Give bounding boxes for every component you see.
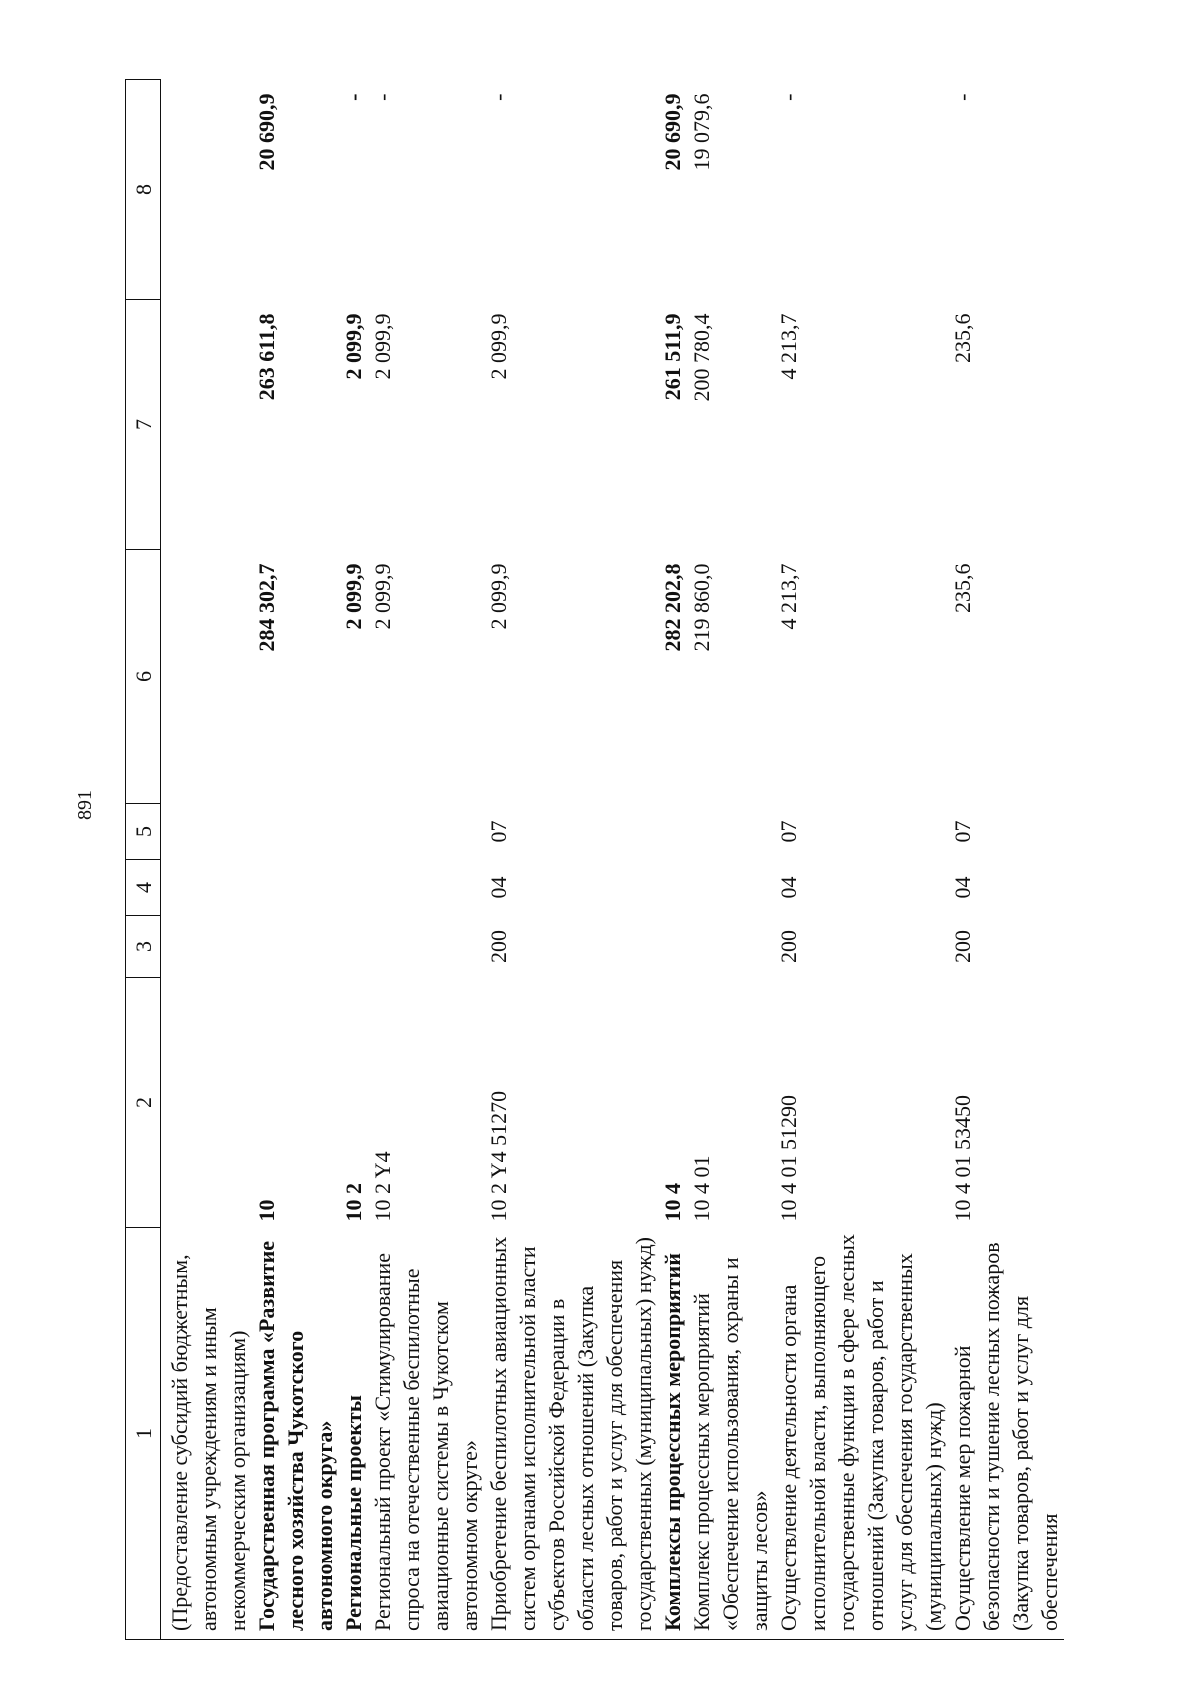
program-code: 10 2 Y4 51270 <box>486 1090 511 1222</box>
section-code: 04 <box>776 876 801 899</box>
amount-col8: - <box>370 93 395 101</box>
rotated-table-wrapper <box>125 80 1200 1640</box>
header-cell: 8 <box>126 80 161 300</box>
amount-col7: 200 780,4 <box>689 313 714 402</box>
table-row <box>948 80 1064 1640</box>
amount-col7: 2 099,9 <box>370 313 395 380</box>
amount-col7: 2 099,9 <box>486 313 511 380</box>
table-row <box>484 80 658 1640</box>
expense-type <box>368 916 484 978</box>
item-name: Приобретение беспилотных авиационных систем органами исполнительной власти субъектов Российской Федерации в области лесных отношений (Закупка товаров, работ и услуг для обеспечения государственных (муниципальных) нужд) <box>484 1228 658 1640</box>
expense-type: 200 <box>950 930 975 963</box>
table-row <box>339 80 368 1640</box>
subsection-code <box>368 804 484 860</box>
amount-col8 <box>161 80 253 300</box>
item-name: Комплекс процессных мероприятий «Обеспечение использования, охраны и защиты лесов» <box>687 1228 774 1640</box>
subsection-code <box>687 804 774 860</box>
amount-total: 284 302,7 <box>254 563 279 652</box>
amount-col8: - <box>486 93 511 101</box>
expense-type: 200 <box>486 930 511 963</box>
amount-col7: 261 511,9 <box>660 313 685 401</box>
amount-col7 <box>161 300 253 550</box>
subsection-code: 07 <box>776 820 801 843</box>
section-code <box>161 860 253 916</box>
expense-type <box>658 916 687 978</box>
amount-col8: 19 079,6 <box>689 93 714 171</box>
amount-total: 235,6 <box>950 563 975 613</box>
subsection-code <box>252 804 339 860</box>
header-cell: 6 <box>126 550 161 804</box>
table-row <box>161 80 253 1640</box>
amount-col8: 20 690,9 <box>254 93 279 171</box>
amount-total: 2 099,9 <box>341 563 366 630</box>
expense-type <box>161 916 253 978</box>
section-code <box>252 860 339 916</box>
section-code <box>687 860 774 916</box>
header-cell: 4 <box>126 860 161 916</box>
amount-col7: 4 213,7 <box>776 313 801 380</box>
amount-total: 282 202,8 <box>660 563 685 652</box>
section-code <box>368 860 484 916</box>
table-row <box>368 80 484 1640</box>
header-cell: 3 <box>126 916 161 978</box>
section-code <box>339 860 368 916</box>
amount-col7: 2 099,9 <box>341 313 366 380</box>
program-code: 10 4 01 <box>689 1155 714 1222</box>
item-name: Государственная программа «Развитие лесного хозяйства Чукотского автономного округа» <box>252 1228 339 1640</box>
amount-total: 4 213,7 <box>776 563 801 630</box>
subsection-code <box>658 804 687 860</box>
program-code <box>161 978 253 1228</box>
amount-col7: 263 611,8 <box>254 313 279 401</box>
program-code: 10 2 <box>341 1183 366 1222</box>
table-row <box>252 80 339 1640</box>
amount-total <box>161 550 253 804</box>
program-code: 10 4 <box>660 1183 685 1222</box>
header-cell: 7 <box>126 300 161 550</box>
budget-table <box>125 79 1064 1640</box>
page-number: 891 <box>74 790 96 820</box>
amount-col8: 20 690,9 <box>660 93 685 171</box>
header-cell: 5 <box>126 804 161 860</box>
subsection-code <box>339 804 368 860</box>
section-code <box>658 860 687 916</box>
program-code: 10 <box>254 1199 279 1222</box>
program-code: 10 4 01 51290 <box>776 1095 801 1222</box>
subsection-code: 07 <box>486 820 511 843</box>
expense-type <box>339 916 368 978</box>
amount-total: 219 860,0 <box>689 563 714 652</box>
amount-col8: - <box>776 93 801 101</box>
table-header-row <box>126 80 161 1640</box>
item-name: Региональный проект «Стимулирование спроса на отечественные беспилотные авиационные системы в Чукотском автономном округе» <box>368 1228 484 1640</box>
item-name: Осуществление деятельности органа исполнительной власти, выполняющего государственные функции в сфере лесных отношений (Закупка товаров, работ и услуг для обеспечения государственных (муниципальных) нужд) <box>774 1228 948 1640</box>
table-row <box>658 80 687 1640</box>
expense-type: 200 <box>776 930 801 963</box>
program-code: 10 2 Y4 <box>370 1151 395 1222</box>
amount-col8: - <box>950 93 975 101</box>
header-cell: 2 <box>126 978 161 1228</box>
table-row <box>774 80 948 1640</box>
table-body <box>161 80 1065 1640</box>
section-code: 04 <box>950 876 975 899</box>
item-name: Комплексы процессных мероприятий <box>658 1228 687 1640</box>
expense-type <box>252 916 339 978</box>
header-cell: 1 <box>126 1228 161 1640</box>
item-name: Региональные проекты <box>339 1228 368 1640</box>
amount-total: 2 099,9 <box>486 563 511 630</box>
subsection-code: 07 <box>950 820 975 843</box>
subsection-code <box>161 804 253 860</box>
item-name: (Предоставление субсидий бюджетным, автономным учреждениям и иным некоммерческим организациям) <box>161 1228 253 1640</box>
section-code: 04 <box>486 876 511 899</box>
item-name: Осуществление мер пожарной безопасности и тушение лесных пожаров (Закупка товаров, работ и услуг для обеспечения <box>948 1228 1064 1640</box>
amount-col8: - <box>341 93 366 101</box>
expense-type <box>687 916 774 978</box>
amount-total: 2 099,9 <box>370 563 395 630</box>
program-code: 10 4 01 53450 <box>950 1095 975 1222</box>
amount-col7: 235,6 <box>950 313 975 363</box>
table-row <box>687 80 774 1640</box>
